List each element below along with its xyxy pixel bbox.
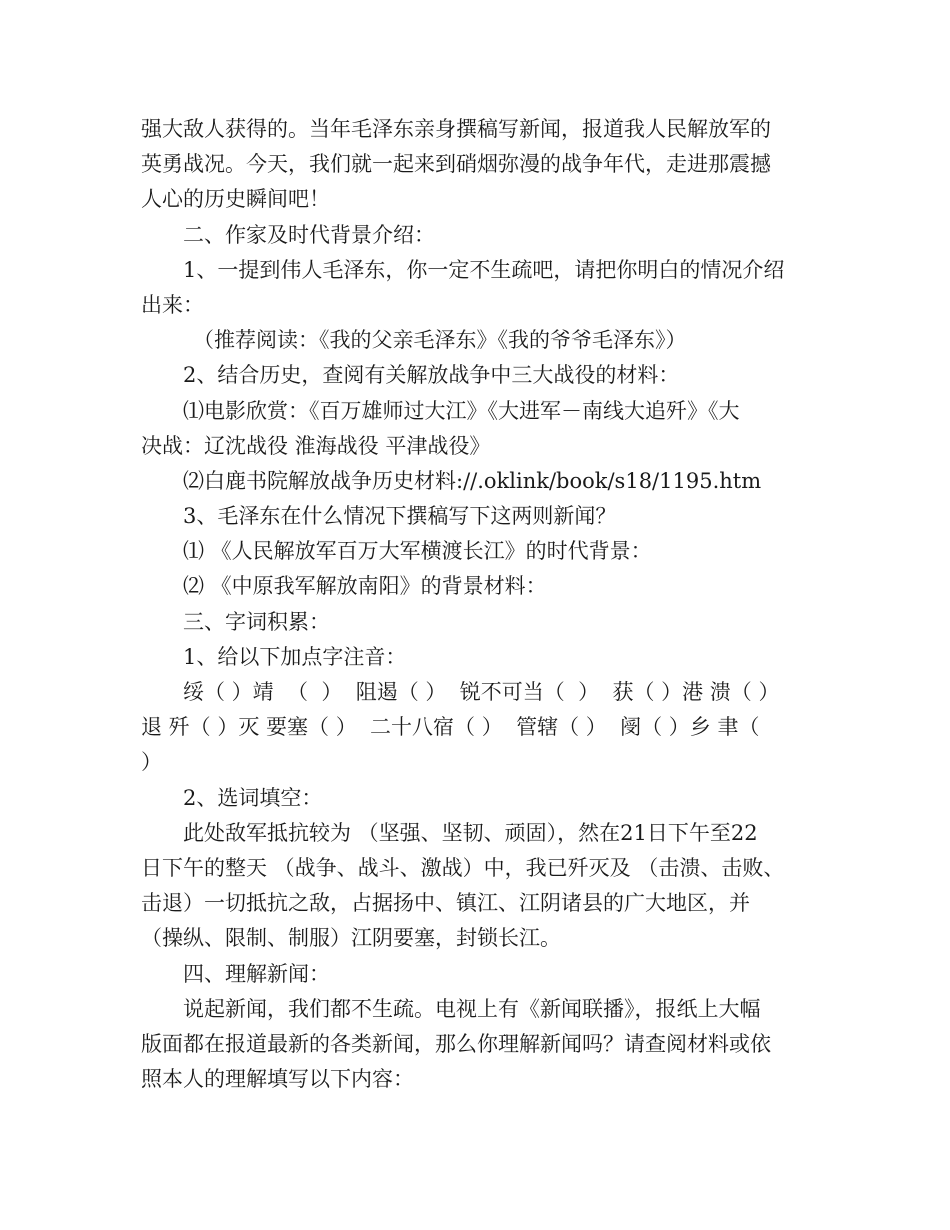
text-line: 击退）一切抵抗之敌，占据扬中、镇江、江阴诸县的广大地区，并 — [141, 891, 750, 916]
text-line: 绥（ ）靖 （ ） 阻遏（ ） 锐不可当（ ） 获（ ）港 溃（ ） — [183, 680, 780, 704]
text-line: 英勇战况。今天，我们就一起来到硝烟弥漫的战争年代，走进那震撼 — [141, 152, 771, 177]
text-line: 1、给以下加点字注音： — [183, 644, 407, 669]
text-line: 说起新闻，我们都不生疏。电视上有《新闻联播》，报纸上大幅 — [183, 996, 761, 1021]
section-heading: 三、字词积累： — [183, 609, 330, 634]
text-line: 3、毛泽东在什么情况下撰稿写下这两则新闻？ — [183, 504, 617, 529]
text-line: 强大敌人获得的。当年毛泽东亲身撰稿写新闻，报道我人民解放军的 — [141, 117, 771, 141]
text-line: 出来： — [141, 292, 204, 317]
text-line: 人心的历史瞬间吧！ — [141, 187, 330, 212]
text-line: 照本人的理解填写以下内容： — [141, 1067, 414, 1092]
document-body — [141, 112, 821, 1097]
text-line: ） — [141, 750, 162, 775]
text-line: （推荐阅读：《我的父亲毛泽东》《我的爷爷毛泽东》） — [193, 328, 687, 353]
section-heading: 二、作家及时代背景介绍： — [183, 222, 435, 247]
text-line: 2、选词填空： — [183, 785, 323, 810]
text-line: 日下午的整天 （战争、战斗、激战）中，我已歼灭及 （击溃、击败、 — [141, 855, 785, 880]
text-line: 此处敌军抵抗较为 （坚强、坚韧、顽固），然在21日下午至22 — [183, 820, 758, 845]
text-line: ⑵ 《中原我军解放南阳》的背景材料： — [183, 574, 547, 599]
text-line: 退 歼（ ）灭 要塞（ ） 二十八宿（ ） 管辖（ ） 阌（ ）乡 聿（ — [141, 715, 760, 740]
section-heading: 四、理解新闻： — [183, 961, 330, 986]
text-line: （操纵、限制、制服）江阴要塞，封锁长江。 — [141, 926, 561, 951]
text-line: ⑴ 《人民解放军百万大军横渡长江》的时代背景： — [183, 539, 652, 564]
text-line: 决战：辽沈战役 淮海战役 平津战役》 — [141, 433, 491, 458]
text-line: ⑵白鹿书院解放战争历史材料://.oklink/book/s18/1195.htm — [183, 468, 762, 493]
text-line: 版面都在报道最新的各类新闻，那么你理解新闻吗？请查阅材料或依 — [141, 1031, 771, 1056]
text-line: 1、一提到伟人毛泽东，你一定不生疏吧，请把你明白的情况介绍 — [183, 257, 785, 282]
text-line: 2、结合历史，查阅有关解放战争中三大战役的材料： — [183, 363, 680, 388]
text-line: ⑴电影欣赏：《百万雄师过大江》《大进军－南线大追歼》《大 — [183, 398, 740, 423]
